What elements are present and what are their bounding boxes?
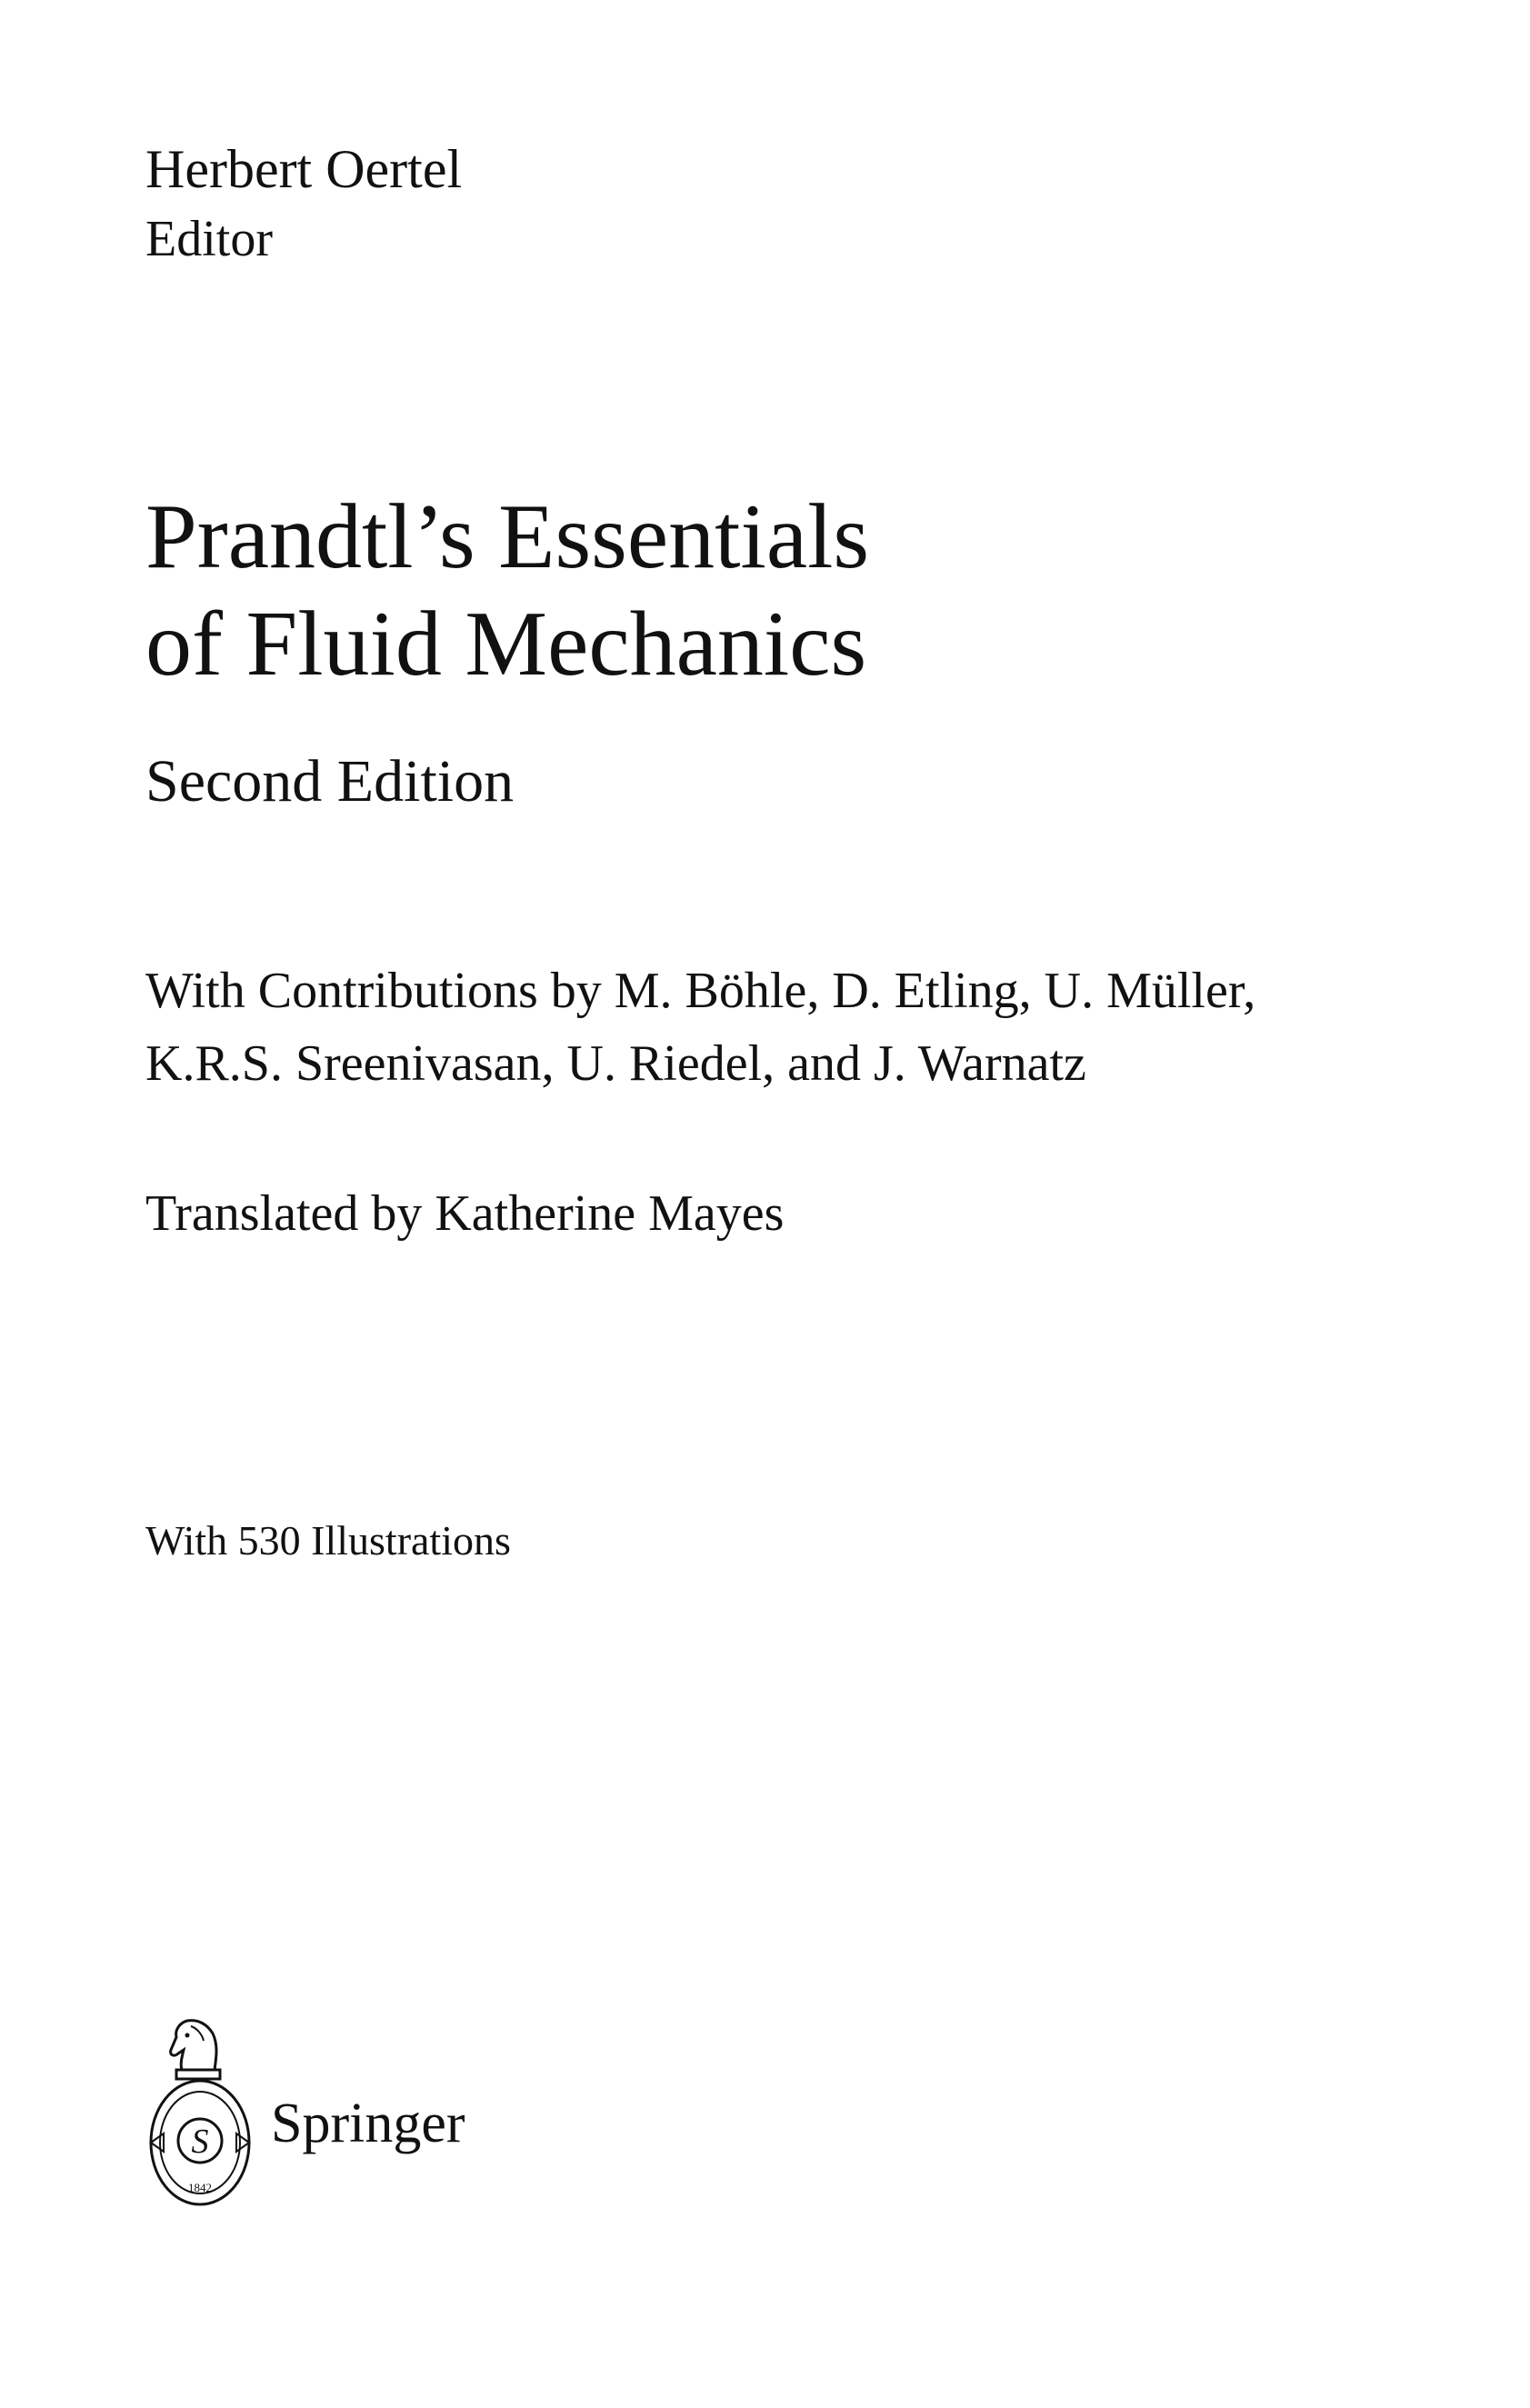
publisher-imprint <box>144 2013 780 2213</box>
springer-chess-knight-logo-icon <box>144 2013 262 2213</box>
book-title-line-2: of Fluid Mechanics <box>145 593 867 695</box>
illustrations-count: With 530 Illustrations <box>145 1517 511 1564</box>
publisher-name: Springer <box>271 2093 465 2154</box>
logo-year: 1842 <box>188 2181 212 2194</box>
contributors-line-2: K.R.S. Sreenivasan, U. Riedel, and J. Warnatz <box>145 1035 1086 1092</box>
editor-name: Herbert Oertel <box>145 139 463 199</box>
translator: Translated by Katherine Mayes <box>145 1185 785 1242</box>
edition: Second Edition <box>145 748 515 814</box>
contributors-line-1: With Contributions by M. Böhle, D. Etling, U. Müller, <box>145 963 1256 1019</box>
book-title <box>145 484 869 698</box>
svg-text:S: S <box>191 2123 209 2161</box>
contributors <box>145 954 1255 1100</box>
editor-role: Editor <box>145 211 273 267</box>
book-title-line-1: Prandtl’s Essentials <box>145 485 870 588</box>
